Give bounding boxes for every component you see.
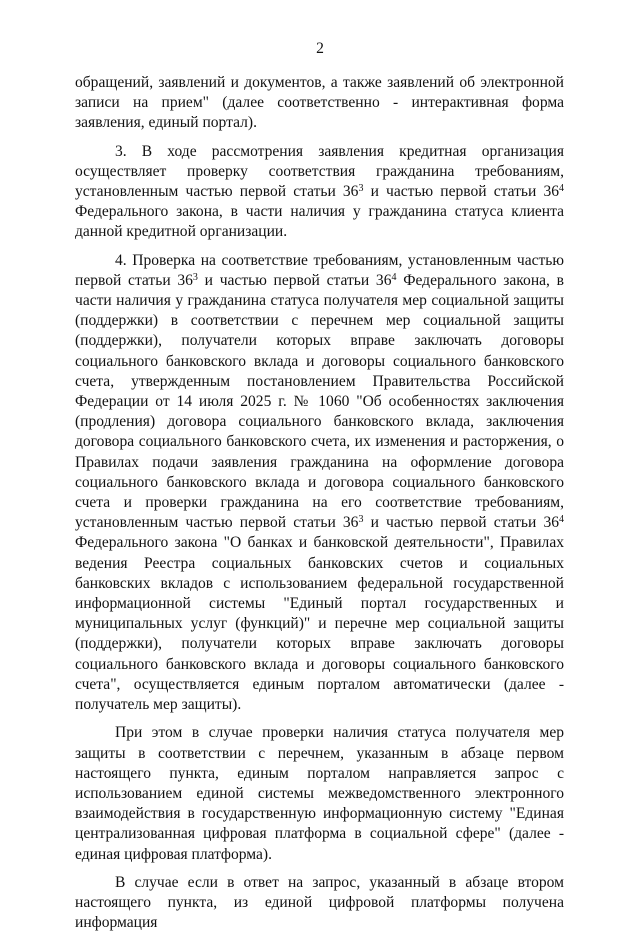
paragraph-item-4 [75,251,564,716]
text-segment: Федерального закона, в части наличия у гражданина статуса получателя мер социальной защиты (поддержки) в соответствии с перечнем мер социальной защиты (поддержки), получатели которых вправе заключать договоры социального банковского вклада и договоры социального банковского счета, утвержденным постановлением Правительства Российской Федерации от 14 июля 2025 г. № 1060 "Об особенностях заключения (продления) договора социального банковского вклада, заключения договора социального банковского счета, их изменения и расторжения, о Правилах подачи заявления гражданина на оформление договора социального банковского вклада и договора социального банковского счета и проверки гражданина на его соответствие требованиям, установленным частью первой статьи 36 [75,271,564,532]
article-superscript: 4 [391,271,397,283]
text-segment: обращений, заявлений и документов, а также заявлений об электронной записи на прием" (далее соответственно - интерактивная форма заявления, единый портал). [75,74,564,132]
text-segment: 3. В ходе рассмотрения заявления кредитная организация осуществляет проверку соответствия гражданина требованиям, установленным частью первой статьи 36 [75,142,564,201]
page-number: 2 [316,40,324,57]
text-segment: и частью первой статьи 36 [197,271,392,289]
text-segment: Федерального закона, в части наличия у гражданина статуса клиента данной кредитной организации. [75,203,564,241]
article-superscript: 4 [559,514,565,526]
article-superscript: 3 [192,271,198,283]
text-segment: и частью первой статьи 36 [363,514,560,532]
text-segment: При этом в случае проверки наличия статуса получателя мер защиты в соответствии с перечнем, указанным в абзаце первом настоящего пункта, единым порталом направляется запрос с использованием единой системы межведомственного электронного взаимодействия в государственную информационную систему "Единая централизованная цифровая платформа в социальной сфере" (далее - единая цифровая платформа). [75,724,564,863]
article-superscript: 4 [559,183,565,195]
text-segment: Федерального закона "О банках и банковской деятельности", Правилах ведения Реестра социальных банковских счетов и социальных банковских вкладов с использованием федеральной государственной информационной системы "Единый портал государственных и муниципальных услуг (функций)" и перечне мер социальной защиты (поддержки), получатели которых вправе заключать договоры социального банковского вклада и договоры социального банковского счета", осуществляется единым порталом автоматически (далее - получатель мер защиты). [75,534,564,714]
text-segment: 4. Проверка на соответствие требованиям, установленным частью первой статьи 36 [75,251,564,289]
paragraph-item-4-part-3 [75,873,564,933]
text-segment: и частью первой статьи 36 [363,183,560,201]
document-body [75,73,564,933]
paragraph-item-3 [75,142,564,243]
paragraph-item-4-part-2 [75,723,564,864]
article-superscript: 3 [358,183,364,195]
paragraph-continuation [75,73,564,134]
text-segment: В случае если в ответ на запрос, указанный в абзаце втором настоящего пункта, из единой цифровой платформы получена информация [75,873,564,932]
article-superscript: 3 [358,514,364,526]
